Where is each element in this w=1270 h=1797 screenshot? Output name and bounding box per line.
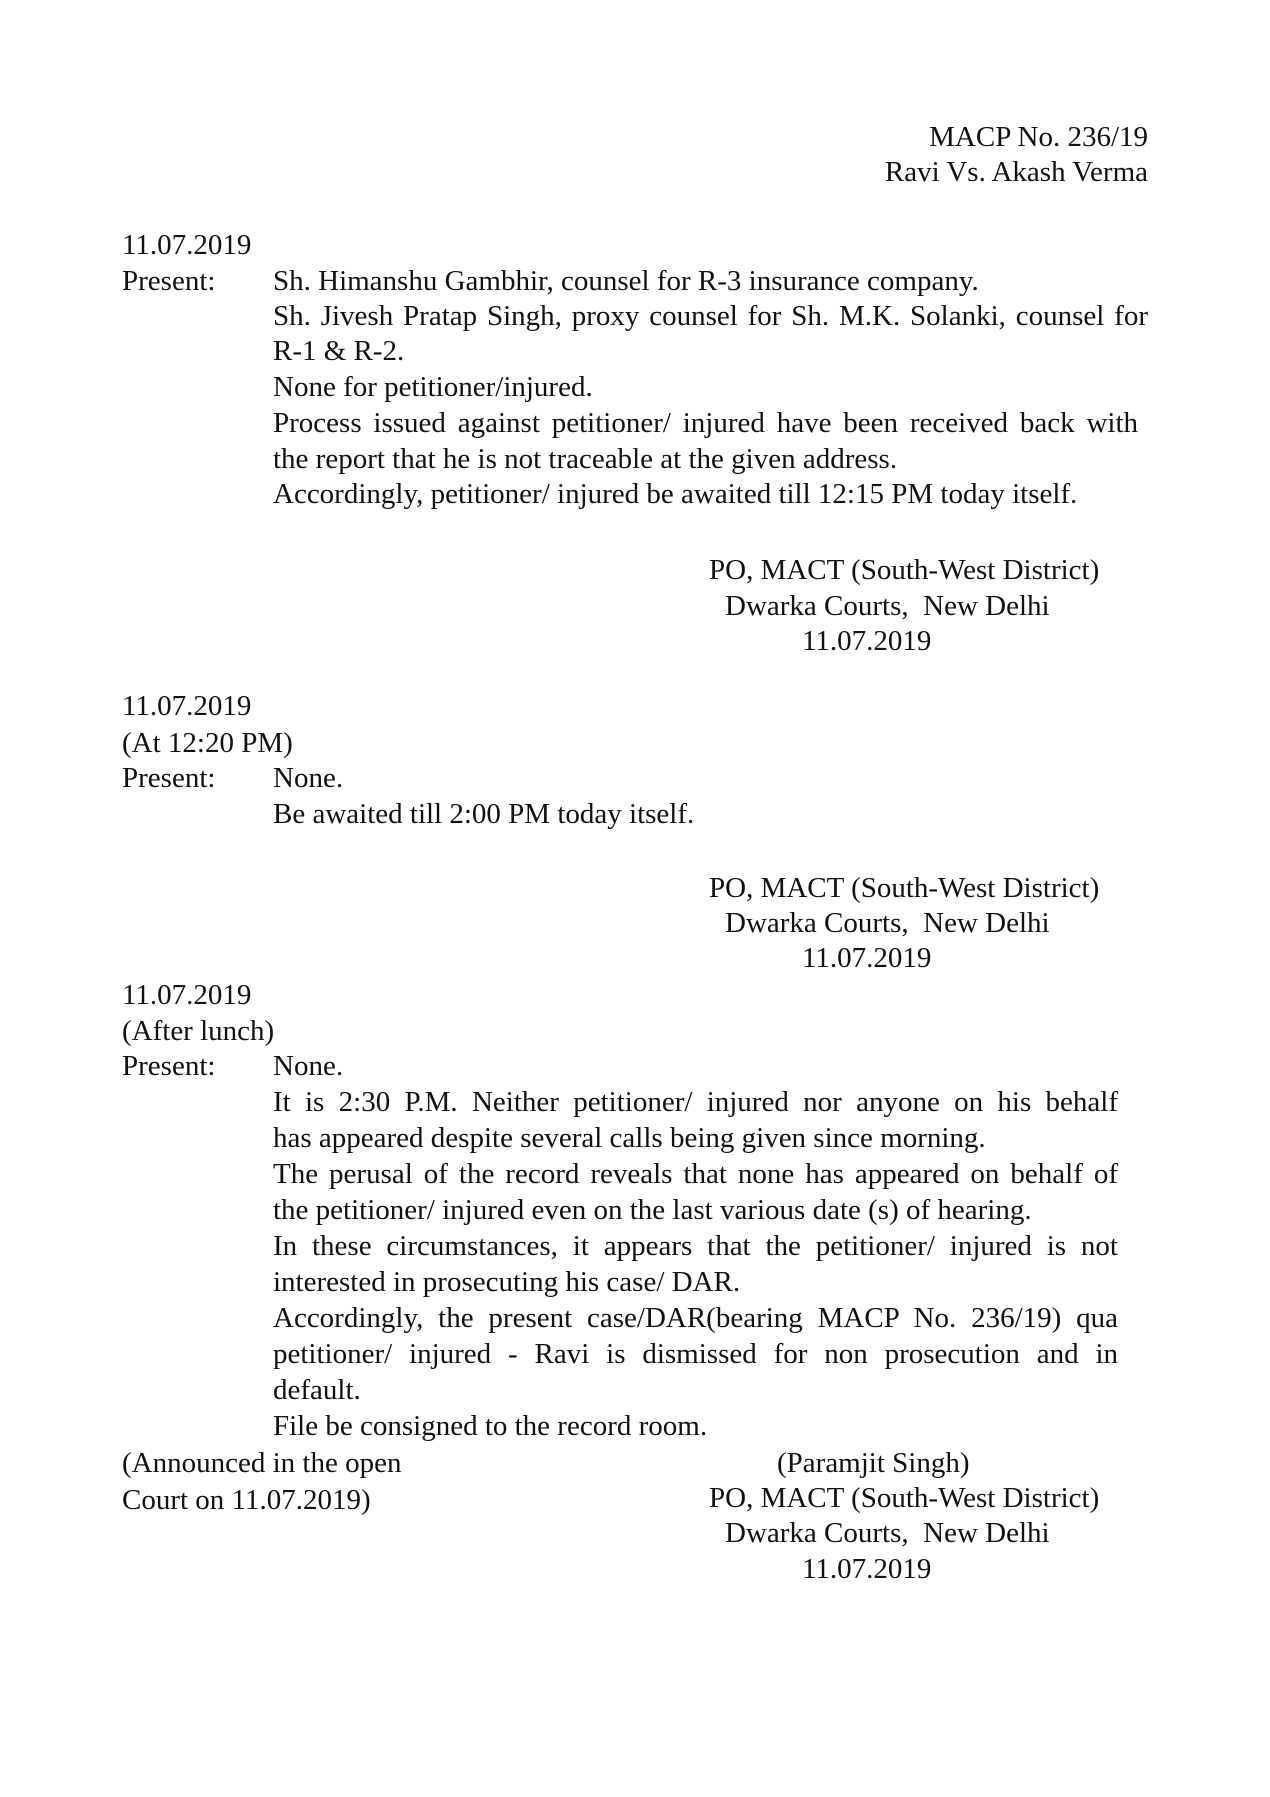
order-line: The perusal of the record reveals that none has appeared on behalf of — [273, 1160, 1118, 1189]
present-label: Present: — [122, 762, 216, 794]
order-line: Accordingly, petitioner/ injured be awaited till 12:15 PM today itself. — [273, 478, 1078, 510]
order-line: Process issued against petitioner/ injured have been received back with — [273, 409, 1138, 438]
order-line: It is 2:30 P.M. Neither petitioner/ injured nor anyone on his behalf — [273, 1088, 1118, 1117]
order-line: Sh. Himanshu Gambhir, counsel for R-3 insurance company. — [273, 265, 979, 297]
present-label: Present: — [122, 1050, 216, 1082]
signature-date: 11.07.2019 — [802, 1553, 932, 1585]
order-line: default. — [273, 1374, 361, 1406]
signature-designation: PO, MACT (South-West District) — [709, 872, 1100, 904]
order-line: the petitioner/ injured even on the last various date (s) of hearing. — [273, 1194, 1032, 1226]
order-line: R-1 & R-2. — [273, 335, 405, 367]
signature-designation: PO, MACT (South-West District) — [709, 554, 1100, 586]
entry-date: 11.07.2019 — [122, 979, 252, 1011]
signature-name: (Paramjit Singh) — [777, 1447, 970, 1479]
order-line: Be awaited till 2:00 PM today itself. — [273, 798, 695, 830]
order-line: Accordingly, the present case/DAR(bearing MACP No. 236/19) qua — [273, 1304, 1118, 1333]
order-line: petitioner/ injured - Ravi is dismissed for non prosecution and in — [273, 1340, 1118, 1369]
order-line: Sh. Jivesh Pratap Singh, proxy counsel for Sh. M.K. Solanki, counsel for — [273, 302, 1148, 331]
signature-court: Dwarka Courts, New Delhi — [725, 1517, 1050, 1549]
order-line: File be consigned to the record room. — [273, 1410, 708, 1442]
entry-time-note: (After lunch) — [122, 1015, 275, 1047]
signature-date: 11.07.2019 — [802, 625, 932, 657]
order-line: has appeared despite several calls being given since morning. — [273, 1122, 986, 1154]
order-line: None for petitioner/injured. — [273, 371, 593, 403]
signature-designation: PO, MACT (South-West District) — [709, 1482, 1100, 1514]
order-line: the report that he is not traceable at the given address. — [273, 443, 898, 475]
signature-date: 11.07.2019 — [802, 942, 932, 974]
order-line: None. — [273, 1050, 344, 1082]
signature-court: Dwarka Courts, New Delhi — [725, 907, 1050, 939]
announcement-line: Court on 11.07.2019) — [122, 1484, 371, 1516]
present-label: Present: — [122, 265, 216, 297]
order-line: interested in prosecuting his case/ DAR. — [273, 1266, 741, 1298]
order-line: None. — [273, 762, 344, 794]
case-number: MACP No. 236/19 — [929, 121, 1148, 153]
entry-time-note: (At 12:20 PM) — [122, 727, 293, 759]
announcement-line: (Announced in the open — [122, 1447, 402, 1479]
order-line: In these circumstances, it appears that the petitioner/ injured is not — [273, 1232, 1118, 1261]
signature-court: Dwarka Courts, New Delhi — [725, 590, 1050, 622]
entry-date: 11.07.2019 — [122, 229, 252, 261]
case-title: Ravi Vs. Akash Verma — [884, 156, 1148, 188]
entry-date: 11.07.2019 — [122, 690, 252, 722]
